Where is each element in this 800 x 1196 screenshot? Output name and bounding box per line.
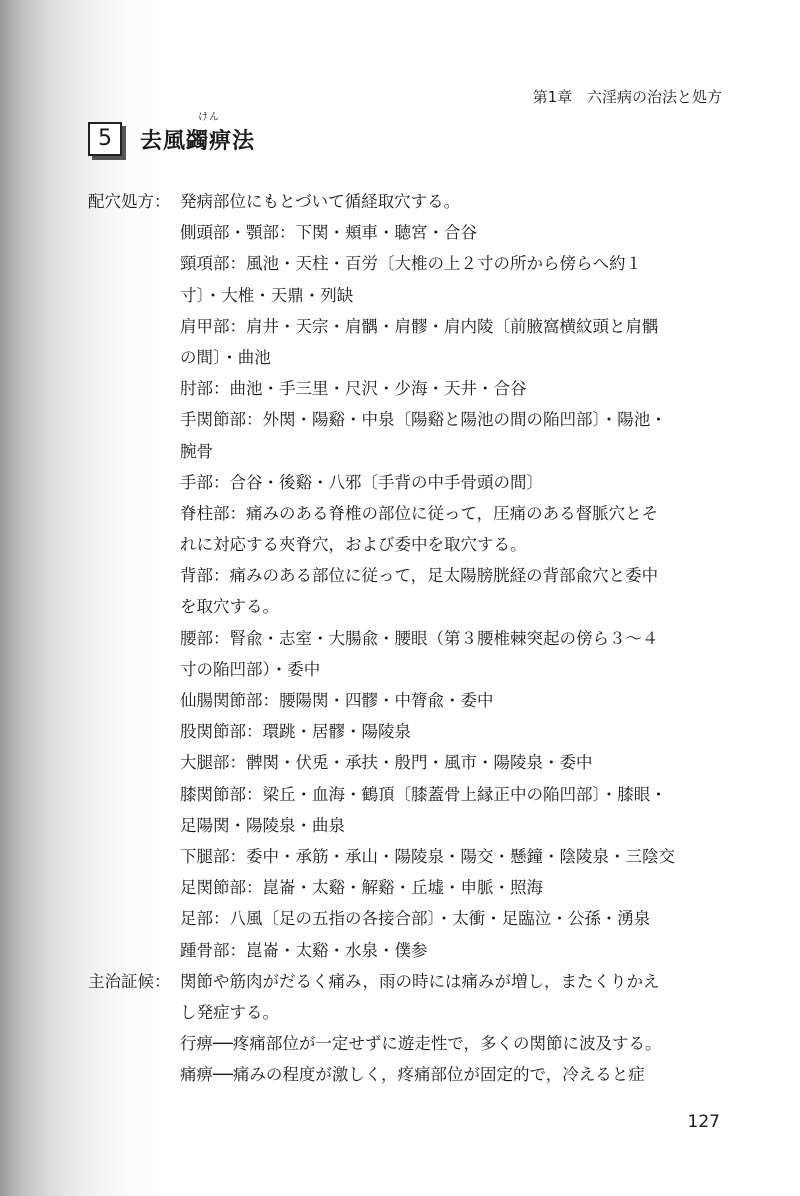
page-body [88, 186, 738, 1090]
page-number: 127 [687, 1112, 720, 1132]
prescription-entries [180, 217, 738, 966]
furigana: けん [198, 111, 220, 123]
prescription-content [180, 186, 738, 966]
acupoint-entry [180, 903, 738, 934]
entry-line: 大腿部：髀関・伏兎・承扶・殷門・風市・陽陵泉・委中 [180, 753, 593, 773]
entry-line: 腰部：腎兪・志室・大腸兪・腰眼（第３腰椎棘突起の傍ら３～４ [180, 628, 659, 648]
entry-line: 手部：合谷・後谿・八邪〔手背の中手骨頭の間〕 [180, 472, 543, 492]
indication-line: 行痹──疼痛部位が一定せずに遊走性で，多くの関節に波及する。 [180, 1034, 662, 1054]
acupoint-entry [180, 841, 738, 872]
indications-section [88, 966, 738, 1091]
entry-line: 膝関節部：梁丘・血海・鶴頂〔膝蓋骨上縁正中の陥凹部〕・膝眼・ [180, 784, 667, 804]
acupoint-entry [180, 560, 738, 622]
acupoint-entry [180, 467, 738, 498]
entry-line: 足部：八風〔足の五指の各接合部〕・太衝・足臨泣・公孫・湧泉 [180, 909, 651, 929]
acupoint-entry [180, 373, 738, 404]
entry-line: 仙腸関節部：腰陽関・四髎・中膂兪・委中 [180, 691, 494, 710]
entry-line: 肩甲部：肩井・天宗・肩髃・肩髎・肩内陵〔前腋窩横紋頭と肩髃 [180, 316, 659, 336]
entry-line: 腕骨 [180, 441, 213, 461]
entry-line: 頸項部：風池・天柱・百労〔大椎の上２寸の所から傍らへ約１ [180, 254, 642, 274]
prescription-section [88, 186, 738, 966]
indication-line: し発症する。 [180, 1002, 279, 1022]
acupoint-entry [180, 404, 738, 466]
entry-line: 寸の陥凹部）・委中 [180, 659, 321, 679]
entry-line: 側頭部・顎部：下関・頬車・聴宮・合谷 [180, 223, 477, 243]
entry-line: 背部：痛みのある部位に従って，足太陽膀胱経の背部兪穴と委中 [180, 566, 659, 586]
acupoint-entry [180, 747, 738, 778]
section-title [140, 111, 256, 155]
acupoint-entry [180, 311, 738, 373]
entry-line: 下腿部：委中・承筋・承山・陽陵泉・陽交・懸鐘・陰陵泉・三陰交 [180, 846, 675, 866]
indication-line: 関節や筋肉がだるく痛み，雨の時には痛みが増し，またくりかえ [180, 971, 660, 991]
acupoint-entry [180, 779, 738, 841]
running-head [533, 86, 722, 107]
entry-line: 足陽関・陽陵泉・曲泉 [180, 815, 345, 835]
chapter-number: 第1章 [532, 88, 573, 106]
entry-line: 踵骨部：崑崙・太谿・水泉・僕参 [180, 940, 428, 960]
acupoint-entry [180, 716, 738, 747]
acupoint-entry [180, 623, 738, 685]
entry-line: の間〕・曲池 [180, 347, 271, 367]
prescription-intro: 発病部位にもとづいて循経取穴する。 [180, 192, 461, 211]
entry-line: れに対応する夾脊穴，および委中を取穴する。 [180, 535, 527, 555]
entry-line: 脊柱部：痛みのある脊椎の部位に従って，圧痛のある督脈穴とそ [180, 503, 659, 523]
entry-line: 股関節部：環跳・居髎・陽陵泉 [180, 722, 411, 742]
acupoint-entry [180, 498, 738, 560]
prescription-label: 配穴処方： [88, 192, 171, 211]
entry-line: 寸〕・大椎・天鼎・列缺 [180, 285, 354, 305]
indications-label: 主治証候： [88, 971, 171, 991]
acupoint-entry [180, 685, 738, 716]
section-number-box: 5 [88, 122, 122, 156]
section-title-text: 去風蠲痹法 [140, 128, 256, 154]
acupoint-entry [180, 248, 738, 310]
entry-line: 肘部：曲池・手三里・尺沢・少海・天井・合谷 [180, 379, 527, 399]
acupoint-entry [180, 217, 738, 248]
acupoint-entry [180, 935, 738, 966]
section-heading [88, 111, 256, 156]
entry-line: 手関節部：外関・陽谿・中泉〔陽谿と陽池の間の陥凹部〕・陽池・ [180, 410, 667, 430]
acupoint-entry [180, 872, 738, 903]
indications-content [180, 966, 738, 1091]
entry-line: 足関節部：崑崙・太谿・解谿・丘墟・申脈・照海 [180, 878, 543, 898]
indication-line: 痛痹──痛みの程度が激しく，疼痛部位が固定的で，冷えると症 [180, 1065, 645, 1085]
entry-line: を取穴する。 [180, 597, 279, 617]
chapter-title: 六淫病の治法と処方 [586, 88, 722, 106]
